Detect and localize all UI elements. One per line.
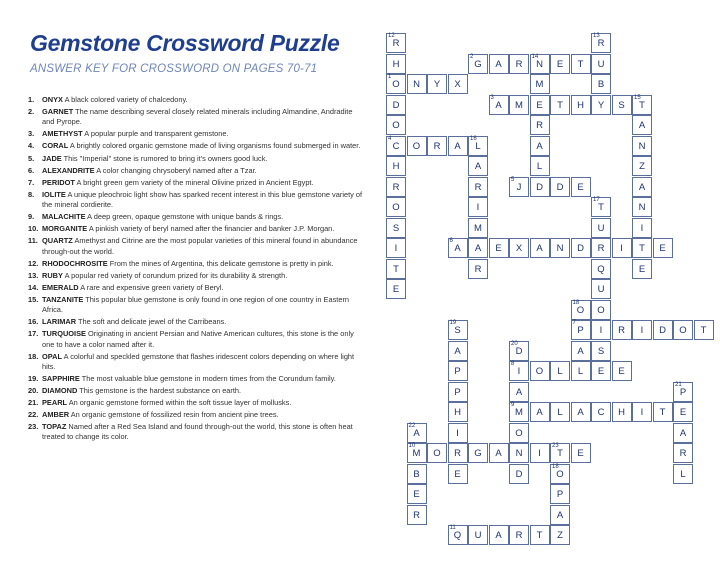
- clue-answer: PEARL: [42, 398, 68, 408]
- crossword-cell: I: [530, 443, 550, 463]
- clue-answer: DIAMOND: [42, 386, 78, 395]
- crossword-cell: A: [530, 402, 550, 422]
- cell-number: 14: [531, 53, 539, 60]
- crossword-cell: O: [407, 136, 427, 156]
- crossword-cell: T: [571, 54, 591, 74]
- crossword-cell: R: [407, 505, 427, 525]
- clue-number: 16.: [28, 317, 39, 327]
- crossword-cell: E: [407, 484, 427, 504]
- cell-number: 10: [408, 443, 416, 449]
- crossword-cell: O: [509, 423, 529, 443]
- crossword-cell: J 5: [509, 177, 529, 197]
- crossword-cell: A: [632, 115, 652, 135]
- crossword-cell: R 12: [386, 33, 406, 53]
- crossword-cell: A 6: [448, 238, 468, 258]
- clue-text: AMETHYST A popular purple and transparent gemstone.: [42, 129, 229, 139]
- crossword-cell: B: [591, 74, 611, 94]
- crossword-cell: R: [612, 320, 632, 340]
- clue-answer: MORGANITE: [42, 224, 88, 234]
- crossword-cell: I: [468, 197, 488, 217]
- crossword-cell: E: [673, 402, 693, 422]
- crossword-cell: O: [530, 361, 550, 381]
- crossword-cell: I: [612, 238, 632, 258]
- cell-number: 12: [388, 33, 395, 39]
- crossword-cell: L 16: [468, 136, 488, 156]
- clue-answer: CORAL: [42, 141, 69, 151]
- cell-number: 1: [388, 74, 392, 80]
- cell-number: 16: [470, 135, 477, 142]
- clue-number: 8.: [28, 189, 35, 199]
- crossword-cell: Y: [591, 95, 611, 115]
- crossword-cell: R: [427, 136, 447, 156]
- crossword-cell: M: [509, 95, 529, 115]
- cell-number: 19: [449, 320, 457, 326]
- crossword-cell: Q 11: [448, 525, 468, 545]
- crossword-cell: M 10: [407, 443, 427, 463]
- crossword-cell: M: [468, 218, 488, 238]
- clue-number: 14.: [28, 282, 39, 292]
- clue-number: 2.: [28, 107, 35, 117]
- crossword-cell: O: [427, 443, 447, 463]
- crossword-cell: P: [448, 382, 468, 402]
- crossword-cell: G: [468, 443, 488, 463]
- crossword-cell: T 15: [632, 95, 652, 115]
- crossword-cell: E: [550, 54, 570, 74]
- clue-answer: EMERALD: [42, 282, 79, 292]
- cell-number: 5: [511, 176, 515, 183]
- clue-text: LARIMAR The soft and delicate jewel of the Carribeans.: [42, 317, 227, 327]
- crossword-cell: T: [694, 320, 714, 340]
- crossword-cell: L: [571, 361, 591, 381]
- cell-number: 7: [572, 320, 576, 326]
- crossword-cell: A: [571, 341, 591, 361]
- crossword-cell: D: [571, 238, 591, 258]
- clue-answer: SAPPHIRE: [42, 373, 80, 383]
- clue-answer: RHODOCHROSITE: [42, 258, 108, 268]
- crossword-cell: L: [530, 156, 550, 176]
- page-subtitle: ANSWER KEY FOR CROSSWORD ON PAGES 70-71: [30, 63, 318, 75]
- crossword-cell: I 8: [509, 361, 529, 381]
- crossword-cell: O 18: [571, 300, 591, 320]
- clue-text: PERIDOT A bright green gem variety of the mineral Olivine prized in Ancient Egypt.: [42, 177, 314, 187]
- crossword-cell: M: [530, 74, 550, 94]
- cell-number: 6: [449, 238, 453, 244]
- clue-answer: ALEXANDRITE: [42, 165, 95, 175]
- clue-number: 13.: [28, 270, 39, 280]
- crossword-cell: Z: [632, 156, 652, 176]
- crossword-cell: H: [386, 54, 406, 74]
- crossword-cell: N: [632, 136, 652, 156]
- crossword-cell: E: [632, 259, 652, 279]
- cell-number: 3: [490, 94, 494, 101]
- clue-answer: MALACHITE: [42, 212, 86, 222]
- clue-number: 15.: [28, 294, 39, 304]
- clue-number: 6.: [28, 165, 35, 175]
- crossword-cell: P: [550, 484, 570, 504]
- crossword-cell: N: [509, 443, 529, 463]
- clue-text: MALACHITE A deep green, opaque gemstone with unique bands & rings.: [42, 212, 284, 222]
- crossword-cell: T: [653, 402, 673, 422]
- cell-number: 11: [449, 525, 456, 531]
- crossword-cell: A: [448, 341, 468, 361]
- clue-answer: TURQUOISE: [42, 329, 86, 339]
- cell-number: 22: [408, 422, 416, 429]
- clue-answer: LARIMAR: [42, 317, 77, 327]
- crossword-cell: T: [632, 238, 652, 258]
- crossword-cell: T: [550, 95, 570, 115]
- crossword-cell: N: [550, 238, 570, 258]
- clue-answer: OPAL: [42, 351, 62, 361]
- clue-answer: RUBY: [42, 270, 63, 280]
- crossword-cell: R 13: [591, 33, 611, 53]
- crossword-cell: A: [468, 238, 488, 258]
- clue-answer: JADE: [42, 153, 62, 163]
- crossword-cell: H: [571, 95, 591, 115]
- crossword-cell: A: [489, 443, 509, 463]
- crossword-cell: E: [591, 361, 611, 381]
- cell-number: 9: [511, 402, 515, 408]
- clue-answer: IOLITE: [42, 189, 66, 199]
- cell-number: 17: [593, 197, 600, 203]
- crossword-cell: R: [509, 525, 529, 545]
- clue-number: 12.: [28, 258, 39, 268]
- crossword-cell: A: [550, 505, 570, 525]
- clue-number: 18.: [28, 351, 39, 361]
- crossword-cell: Y: [427, 74, 447, 94]
- crossword-cell: P 21: [673, 382, 693, 402]
- crossword-cell: L: [673, 464, 693, 484]
- clue-number: 22.: [28, 410, 39, 420]
- clue-answer: QUARTZ: [42, 236, 73, 246]
- crossword-cell: O: [591, 300, 611, 320]
- crossword-cell: D: [386, 95, 406, 115]
- crossword-cell: X: [448, 74, 468, 94]
- crossword-cell: A 22: [407, 423, 427, 443]
- crossword-cell: R: [591, 238, 611, 258]
- clue-answer: PERIDOT: [42, 177, 75, 187]
- crossword-cell: D: [550, 177, 570, 197]
- clue-number: 21.: [28, 398, 39, 408]
- cell-number: 21: [675, 381, 682, 388]
- crossword-cell: G 2: [468, 54, 488, 74]
- clue-text: OPAL A colorful and speckled gemstone that flashes iridescent colors depending on where light hits.: [42, 351, 355, 371]
- crossword-cell: P 7: [571, 320, 591, 340]
- crossword-cell: U: [591, 54, 611, 74]
- crossword-cell: R: [468, 177, 488, 197]
- crossword-cell: A: [509, 382, 529, 402]
- clue-number: 3.: [28, 129, 35, 139]
- clue-answer: TANZANITE: [42, 294, 84, 304]
- crossword-cell: T 17: [591, 197, 611, 217]
- crossword-cell: P: [448, 361, 468, 381]
- crossword-cell: U: [591, 218, 611, 238]
- crossword-cell: O: [386, 115, 406, 135]
- crossword-cell: B: [407, 464, 427, 484]
- crossword-cell: I: [448, 423, 468, 443]
- cell-number: 15: [634, 94, 641, 101]
- crossword-cell: M 9: [509, 402, 529, 422]
- crossword-cell: E: [612, 361, 632, 381]
- clue-number: 19.: [28, 373, 39, 383]
- crossword-cell: H: [448, 402, 468, 422]
- crossword-cell: A: [530, 136, 550, 156]
- crossword-cell: E: [571, 177, 591, 197]
- crossword-cell: I: [632, 402, 652, 422]
- crossword-cell: A: [571, 402, 591, 422]
- crossword-cell: A: [489, 54, 509, 74]
- clue-text: RUBY A popular red variety of corundum prized for its durability & strength.: [42, 270, 288, 280]
- crossword-cell: N: [632, 197, 652, 217]
- crossword-cell: D: [509, 464, 529, 484]
- crossword-cell: R: [468, 259, 488, 279]
- clue-text: SAPPHIRE The most valuable blue gemstone in modern times from the Corundum family.: [42, 373, 336, 383]
- crossword-cell: E: [386, 279, 406, 299]
- crossword-cell: T: [530, 525, 550, 545]
- clue-text: IOLITE A unique pleochroic light show has sparked recent interest in this blue gemstone variety of the mineral cordierite.: [42, 189, 363, 210]
- clue-answer: AMETHYST: [42, 129, 83, 139]
- crossword-cell: A: [530, 238, 550, 258]
- crossword-cell: X: [509, 238, 529, 258]
- clue-text: JADE This "Imperial" stone is rumored to bring it's owners good luck.: [42, 153, 268, 163]
- clue-text: GARNET The name describing several closely related minerals including Almandine, Andradite and Pyrope.: [42, 107, 353, 127]
- clue-text: DIAMOND This gemstone is the hardest substance on earth.: [42, 386, 242, 395]
- crossword-cell: D: [530, 177, 550, 197]
- crossword-cell: E: [653, 238, 673, 258]
- cell-number: 8: [511, 361, 515, 367]
- crossword-cell: O: [386, 197, 406, 217]
- crossword-cell: A: [448, 136, 468, 156]
- clue-number: 11.: [28, 236, 38, 246]
- crossword-cell: T: [386, 259, 406, 279]
- clue-number: 9.: [28, 212, 35, 222]
- clue-text: TURQUOISE Originating in ancient Persian and Native American cultures, this stone is the only one to have a color named after it.: [42, 329, 354, 349]
- crossword-cell: R: [448, 443, 468, 463]
- clue-text: CORAL A brightly colored organic gemstone made of living organisms found submerged in water.: [42, 141, 361, 151]
- clue-text: QUARTZ Amethyst and Citrine are the most popular varieties of this mineral found in abundance through-out the world.: [42, 236, 358, 256]
- clue-text: MORGANITE A pinkish variety of beryl named after the financier and banker J.P. Morgan.: [42, 224, 335, 234]
- crossword-cell: O 1: [386, 74, 406, 94]
- clue-number: 10.: [28, 224, 39, 234]
- crossword-cell: L: [550, 361, 570, 381]
- clue-number: 7.: [28, 177, 35, 187]
- cell-number: 2: [470, 53, 474, 60]
- clue-text: ALEXANDRITE A color changing chrysoberyl named after a Tzar.: [42, 165, 257, 175]
- crossword-cell: S 19: [448, 320, 468, 340]
- crossword-cell: A 3: [489, 95, 509, 115]
- crossword-cell: A: [673, 423, 693, 443]
- crossword-cell: A: [489, 525, 509, 545]
- clue-text: AMBER An organic gemstone of fossilized resin from ancient pine trees.: [42, 410, 279, 420]
- clue-answer: AMBER: [42, 410, 70, 420]
- clue-answer: GARNET: [42, 107, 74, 117]
- crossword-cell: E: [530, 95, 550, 115]
- crossword-cell: C 4: [386, 136, 406, 156]
- crossword-cell: I: [386, 238, 406, 258]
- clue-number: 23.: [28, 422, 39, 432]
- crossword-cell: C: [591, 402, 611, 422]
- crossword-cell: N: [407, 74, 427, 94]
- crossword-cell: I: [591, 320, 611, 340]
- cell-number: 20: [511, 340, 518, 347]
- page-title: Gemstone Crossword Puzzle: [30, 30, 340, 56]
- clue-text: EMERALD A rare and expensive green variety of Beryl.: [42, 282, 224, 292]
- crossword-cell: L: [550, 402, 570, 422]
- crossword-cell: I: [632, 320, 652, 340]
- crossword-cell: Z: [550, 525, 570, 545]
- cell-number: 13: [593, 33, 600, 39]
- clue-answer: TOPAZ: [42, 422, 67, 432]
- cell-number: 4: [388, 135, 392, 142]
- clue-text: ONYX A black colored variety of chalcedony.: [42, 95, 188, 104]
- crossword-cell: N 14: [530, 54, 550, 74]
- crossword-cell: S: [591, 341, 611, 361]
- crossword-cell: T 23: [550, 443, 570, 463]
- crossword-cell: R: [386, 177, 406, 197]
- crossword-cell: R: [673, 443, 693, 463]
- crossword-cell: O 18: [550, 464, 570, 484]
- clue-text: PEARL An organic gemstone formed within the soft tissue layer of mollusks.: [42, 398, 292, 408]
- crossword-cell: U: [468, 525, 488, 545]
- cell-number: 18: [572, 299, 580, 306]
- clue-number: 5.: [28, 153, 35, 163]
- crossword-cell: H: [386, 156, 406, 176]
- crossword-cell: A: [468, 156, 488, 176]
- crossword-cell: O: [673, 320, 693, 340]
- crossword-cell: A: [632, 177, 652, 197]
- crossword-cell: E: [489, 238, 509, 258]
- crossword-cell: R: [530, 115, 550, 135]
- clue-number: 20.: [28, 386, 39, 395]
- crossword-cell: S: [612, 95, 632, 115]
- crossword-cell: D 20: [509, 341, 529, 361]
- clue-number: 4.: [28, 141, 35, 151]
- clue-number: 1.: [28, 95, 35, 104]
- clue-number: 17.: [28, 329, 39, 339]
- crossword-cell: D: [653, 320, 673, 340]
- crossword-cell: H: [612, 402, 632, 422]
- cell-number: 23: [552, 443, 559, 449]
- clue-text: TOPAZ Named after a Red Sea Island and found through-out the world, this stone is often heat treated to change its color.: [42, 422, 353, 442]
- cell-number: 18: [552, 463, 559, 470]
- crossword-cell: R: [509, 54, 529, 74]
- crossword-cell: I: [632, 218, 652, 238]
- crossword-cell: E: [571, 443, 591, 463]
- clue-text: RHODOCHROSITE From the mines of Argentina, this delicate gemstone is pretty in pink.: [42, 258, 334, 268]
- crossword-cell: S: [386, 218, 406, 238]
- crossword-cell: E: [448, 464, 468, 484]
- crossword-cell: U: [591, 279, 611, 299]
- crossword-cell: Q: [591, 259, 611, 279]
- clue-text: TANZANITE This popular blue gemstone is only found in one region of one country in Eastern Africa.: [42, 294, 350, 315]
- clue-answer: ONYX: [42, 95, 63, 104]
